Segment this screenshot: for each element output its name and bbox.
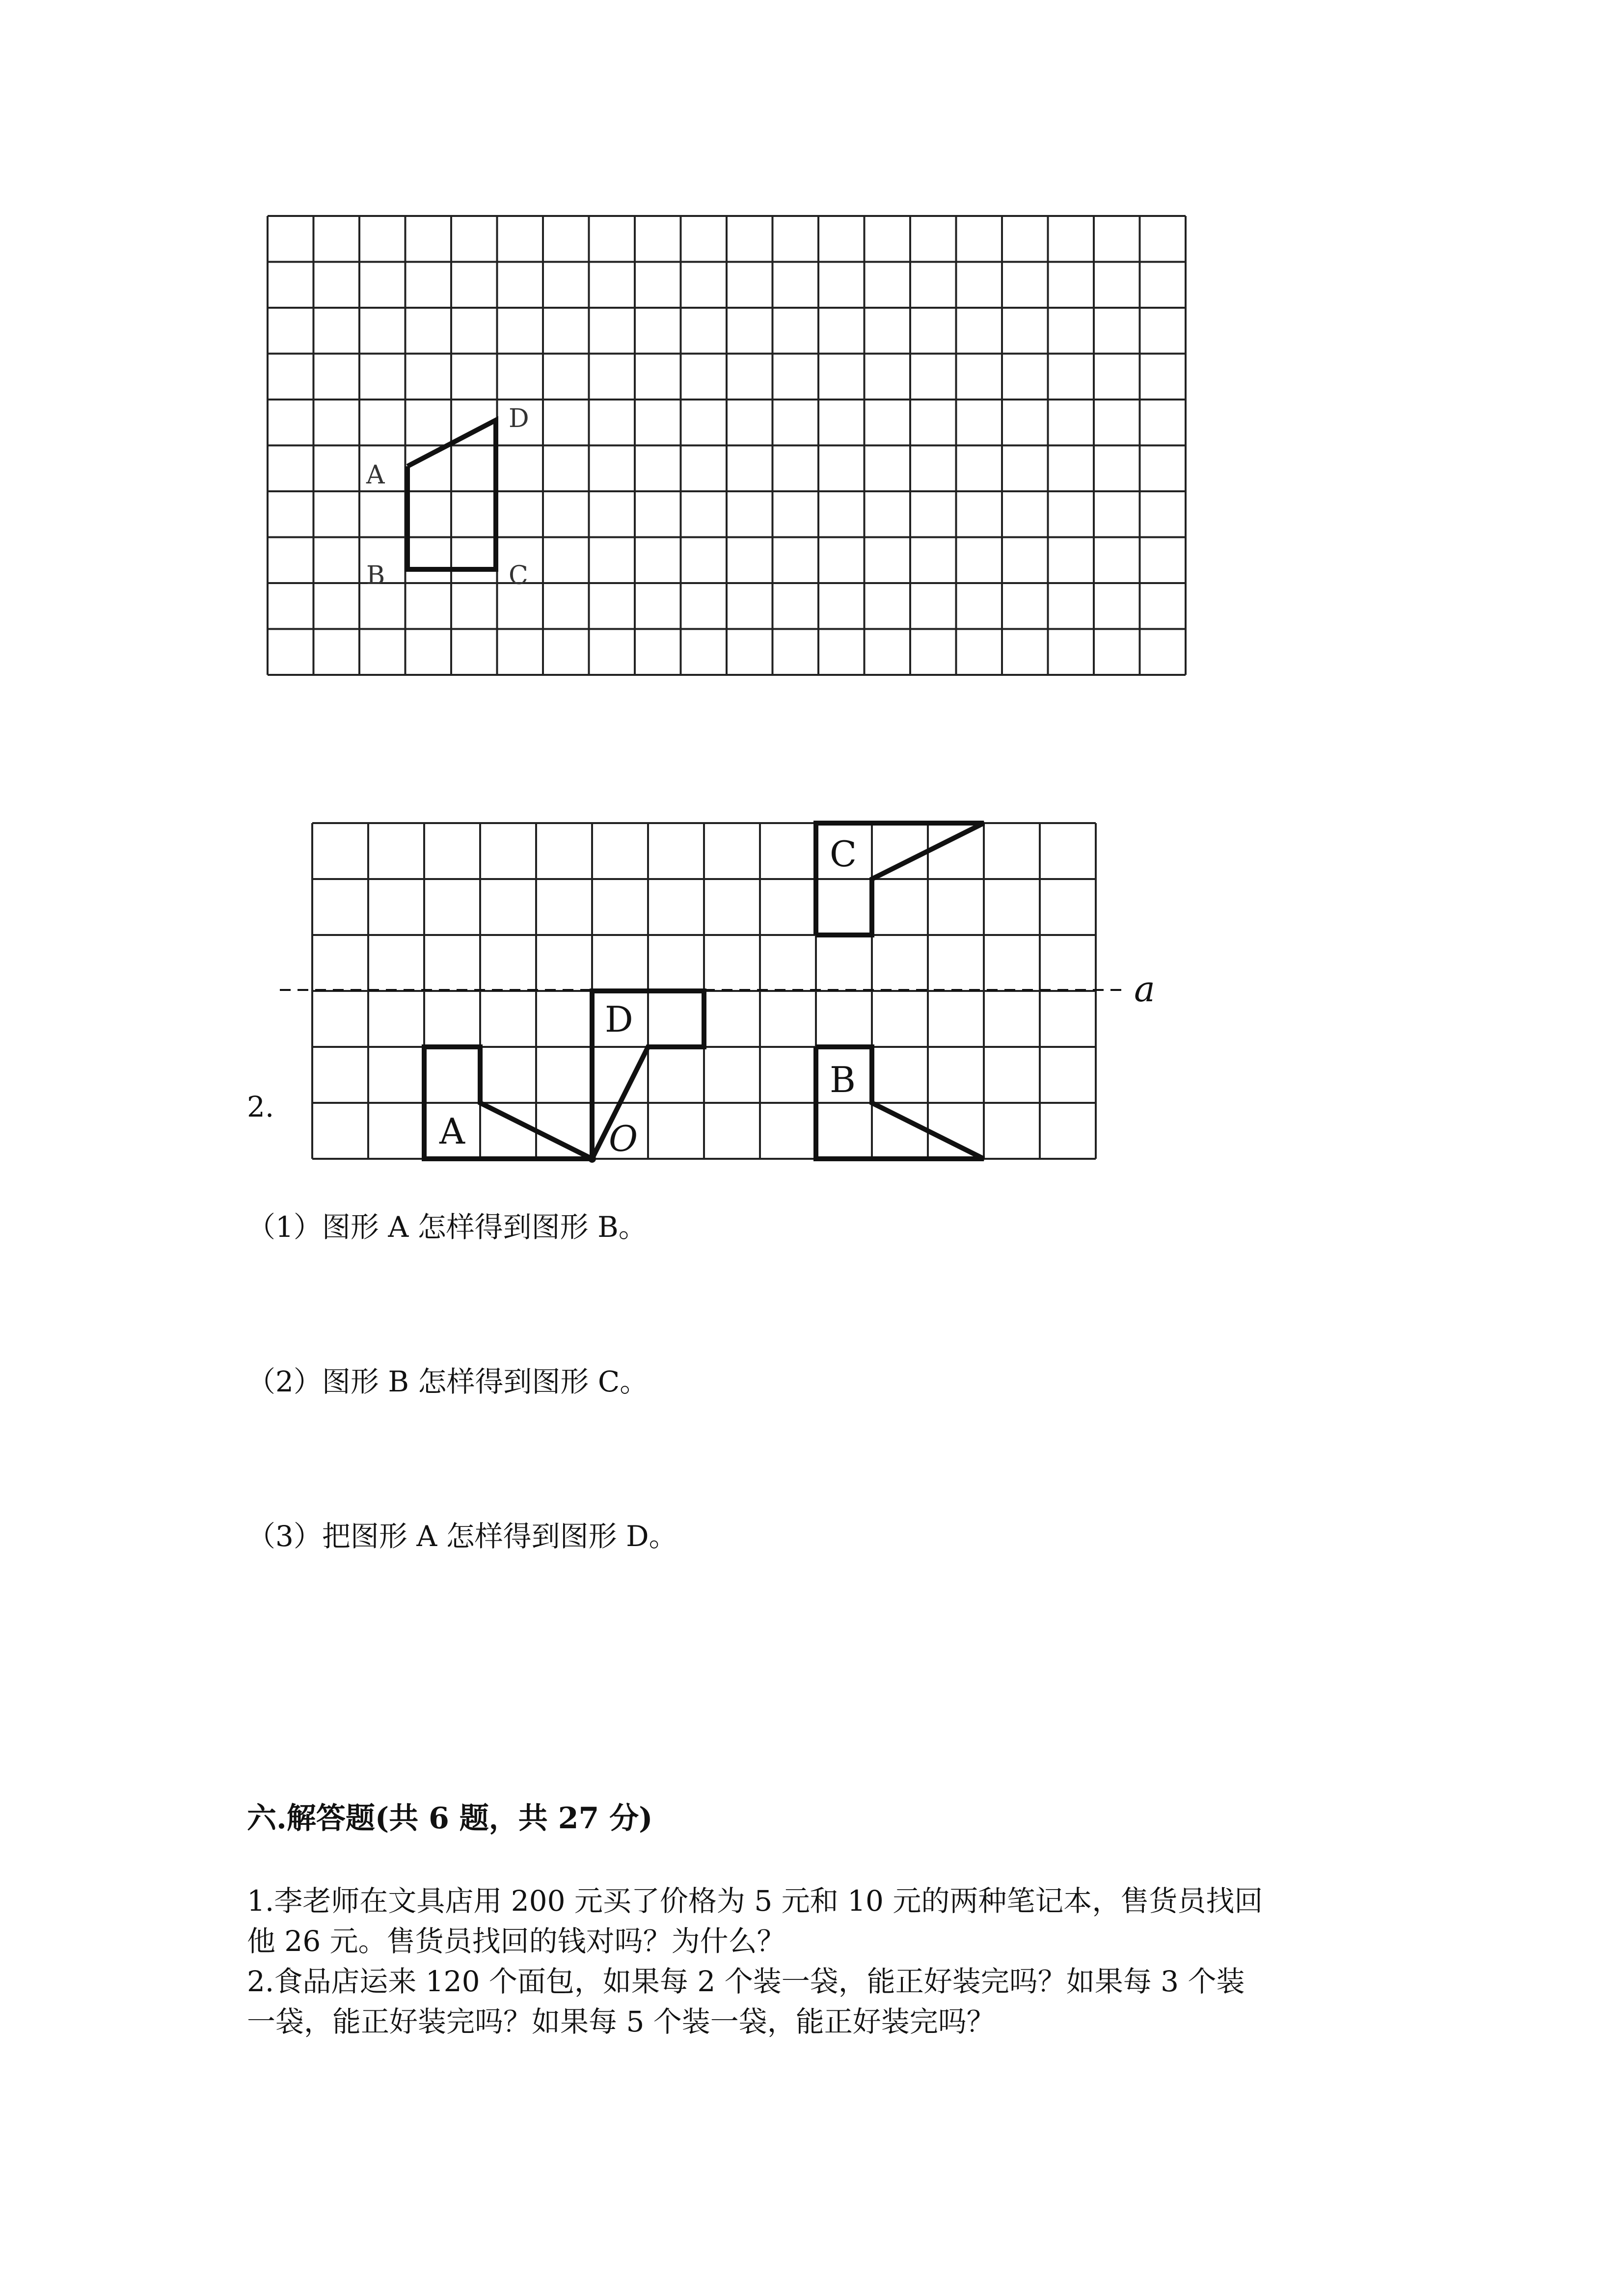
- point-label-c: C: [509, 561, 528, 590]
- point-o: [588, 1155, 596, 1163]
- figure-label-a: A: [439, 1111, 465, 1152]
- point-label-d: D: [509, 404, 529, 433]
- axis-label-a: a: [1134, 968, 1155, 1010]
- question-2: （2）图形 B 怎样得到图形 C。: [247, 1365, 649, 1398]
- point-label-b: B: [366, 561, 385, 590]
- problem-1-line-2: 他 26 元。售货员找回的钱对吗？为什么？: [247, 1924, 785, 1958]
- figure-label-d: D: [605, 999, 633, 1040]
- problem-2-line-2: 一袋，能正好装完吗？如果每 5 个装一袋，能正好装完吗？: [247, 2005, 995, 2038]
- question-1: （1）图形 A 怎样得到图形 B。: [247, 1210, 647, 1244]
- point-label-o: O: [609, 1118, 638, 1159]
- figure-label-c: C: [830, 833, 857, 875]
- problem-1-line-1: 1.李老师在文具店用 200 元买了价格为 5 元和 10 元的两种笔记本，售货员找回: [247, 1884, 1263, 1918]
- problem-number-2: 2.: [247, 1090, 274, 1123]
- question-3: （3）把图形 A 怎样得到图形 D。: [247, 1520, 677, 1553]
- problem-2-line-1: 2.食品店运来 120 个面包，如果每 2 个装一袋，能正好装完吗？如果每 3 个装: [247, 1965, 1245, 1998]
- figure-label-b: B: [830, 1059, 856, 1100]
- point-label-a: A: [366, 460, 385, 490]
- section-heading: 六.解答题(共 6 题，共 27 分): [247, 1801, 653, 1836]
